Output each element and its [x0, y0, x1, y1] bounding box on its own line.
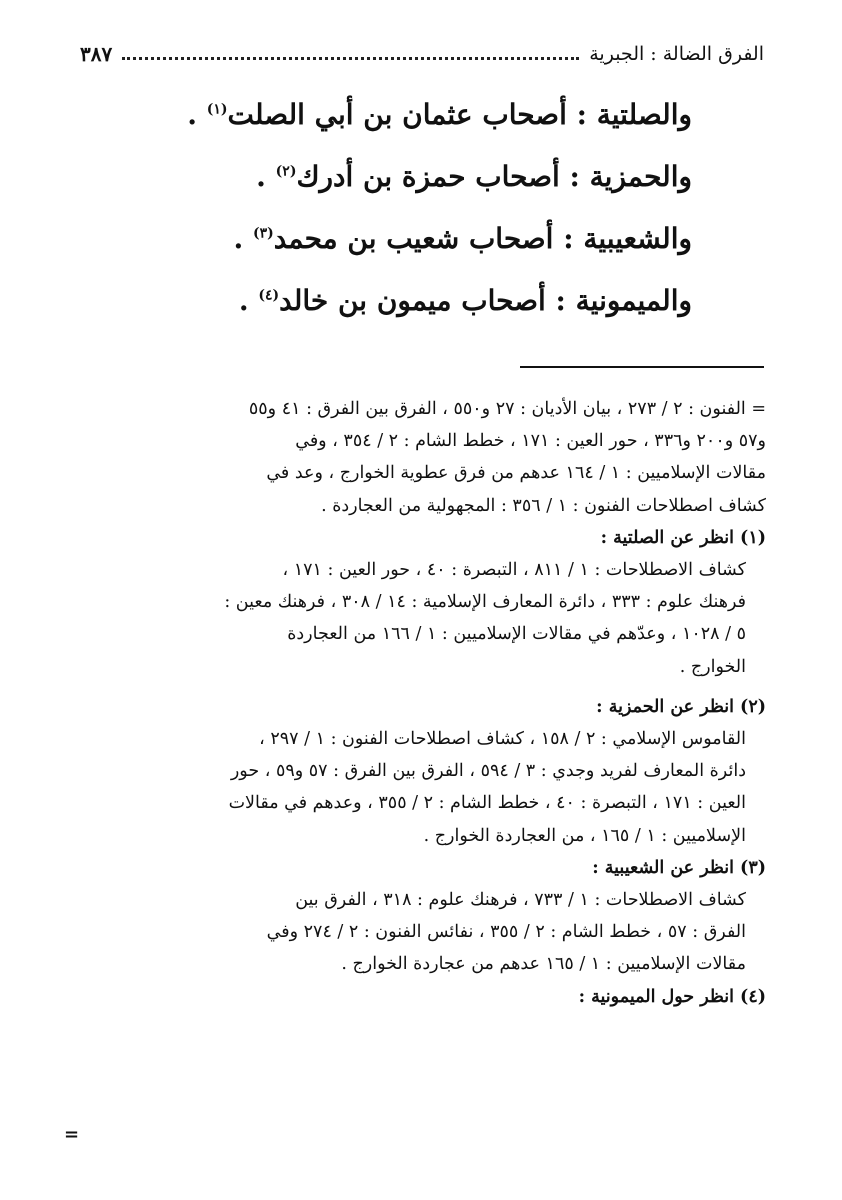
sects-list	[132, 84, 692, 332]
spacer	[76, 683, 766, 691]
sect-name: والميمونية	[575, 284, 692, 317]
footnote-2-line: العين : ١٧١ ، التبصرة : ٤٠ ، خطط الشام : ٢ / ٣٥٥ ، وعدهم في مقالات	[228, 793, 746, 814]
sect-desc: أصحاب حمزة بن أدرك	[296, 160, 560, 193]
footnote-2-line: الإسلاميين : ١ / ١٦٥ ، من العجاردة الخوارج .	[423, 825, 746, 846]
footnote-1-line: كشاف الاصطلاحات : ١ / ٨١١ ، التبصرة : ٤٠ ، حور العين : ١٧١ ،	[282, 560, 746, 581]
footnote-3-line: مقالات الإسلاميين : ١ / ١٦٥ عدهم من عجاردة الخوارج .	[341, 954, 746, 975]
footnote-continuation-line: = الفنون : ٢ / ٢٧٣ ، بيان الأديان : ٢٧ و٥٥٠ ، الفرق بين الفرق : ٤١ و٥٥	[248, 399, 766, 419]
footnote-3-line: الفرق : ٥٧ ، خطط الشام : ٢ / ٣٥٥ ، نفائس الفنون : ٢ / ٢٧٤ وفي	[266, 922, 746, 943]
footnotes	[76, 393, 766, 1013]
sect-name: والصلتية	[596, 98, 692, 131]
sect-line: والصلتية : أصحاب عثمان بن أبي الصلت$^{(١)}$ .	[187, 98, 692, 131]
sect-desc: أصحاب شعيب بن محمد	[273, 222, 554, 255]
footnote-1-line: فرهنك علوم : ٣٣٣ ، دائرة المعارف الإسلامية : ١٤ / ٣٠٨ ، فرهنك معين :	[224, 592, 746, 613]
sect-desc: أصحاب عثمان بن أبي الصلت	[227, 98, 567, 131]
footnote-1-line: الخوارج .	[679, 656, 746, 677]
sect-name: والشعيبية	[583, 222, 692, 255]
footnote-3-heading: (٣) انظر عن الشعيبية :	[592, 857, 766, 878]
footnote-separator	[520, 366, 764, 368]
footnote-3-line: كشاف الاصطلاحات : ١ / ٧٣٣ ، فرهنك علوم : ٣١٨ ، الفرق بين	[295, 890, 746, 911]
footnote-continuation-line: و٥٧ و٢٠٠ و٣٣٦ ، حور العين : ١٧١ ، خطط الشام : ٢ / ٣٥٤ ، وفي	[295, 431, 766, 452]
page-number: ٣٨٧	[80, 42, 113, 66]
footnote-continuation-line: مقالات الإسلاميين : ١ / ١٦٤ عدهم من فرق عطوية الخوارج ، وعد في	[266, 463, 766, 484]
footnote-ref[interactable]: (٢)	[275, 163, 297, 180]
continues-mark: =	[64, 1124, 80, 1145]
sect-line: والشعيبية : أصحاب شعيب بن محمد$^{(٣)}$ .	[233, 222, 692, 255]
footnote-2-line: دائرة المعارف لفريد وجدي : ٣ / ٥٩٤ ، الفرق بين الفرق : ٥٧ و٥٩ ، حور	[230, 761, 746, 782]
footnote-2-heading: (٢) انظر عن الحمزية :	[596, 696, 766, 717]
footnote-2-line: القاموس الإسلامي : ٢ / ١٥٨ ، كشاف اصطلاحات الفنون : ١ / ٢٩٧ ،	[259, 729, 746, 750]
sect-name: والحمزية	[589, 160, 692, 193]
header-title: الفرق الضالة : الجبرية	[589, 43, 764, 65]
footnote-ref[interactable]: (٤)	[258, 287, 280, 304]
sect-desc: أصحاب ميمون بن خالد	[279, 284, 546, 317]
header-leader-dots	[122, 57, 579, 60]
footnote-1-heading: (١) انظر عن الصلتية :	[600, 527, 766, 548]
footnote-1-line: ٥ / ١٠٢٨ ، وعدّهم في مقالات الإسلاميين : ١ / ١٦٦ من العجاردة	[287, 624, 746, 645]
footnote-continuation-line: كشاف اصطلاحات الفنون : ١ / ٣٥٦ : المجهولية من العجاردة .	[321, 495, 766, 516]
footnote-ref[interactable]: (١)	[206, 101, 228, 118]
running-header	[80, 34, 764, 74]
sect-line: والحمزية : أصحاب حمزة بن أدرك$^{(٢)}$ .	[256, 160, 692, 193]
sect-line: والميمونية : أصحاب ميمون بن خالد$^{(٤)}$ .	[238, 284, 692, 317]
footnote-ref[interactable]: (٣)	[252, 225, 274, 242]
footnote-4-heading: (٤) انظر حول الميمونية :	[578, 986, 766, 1007]
